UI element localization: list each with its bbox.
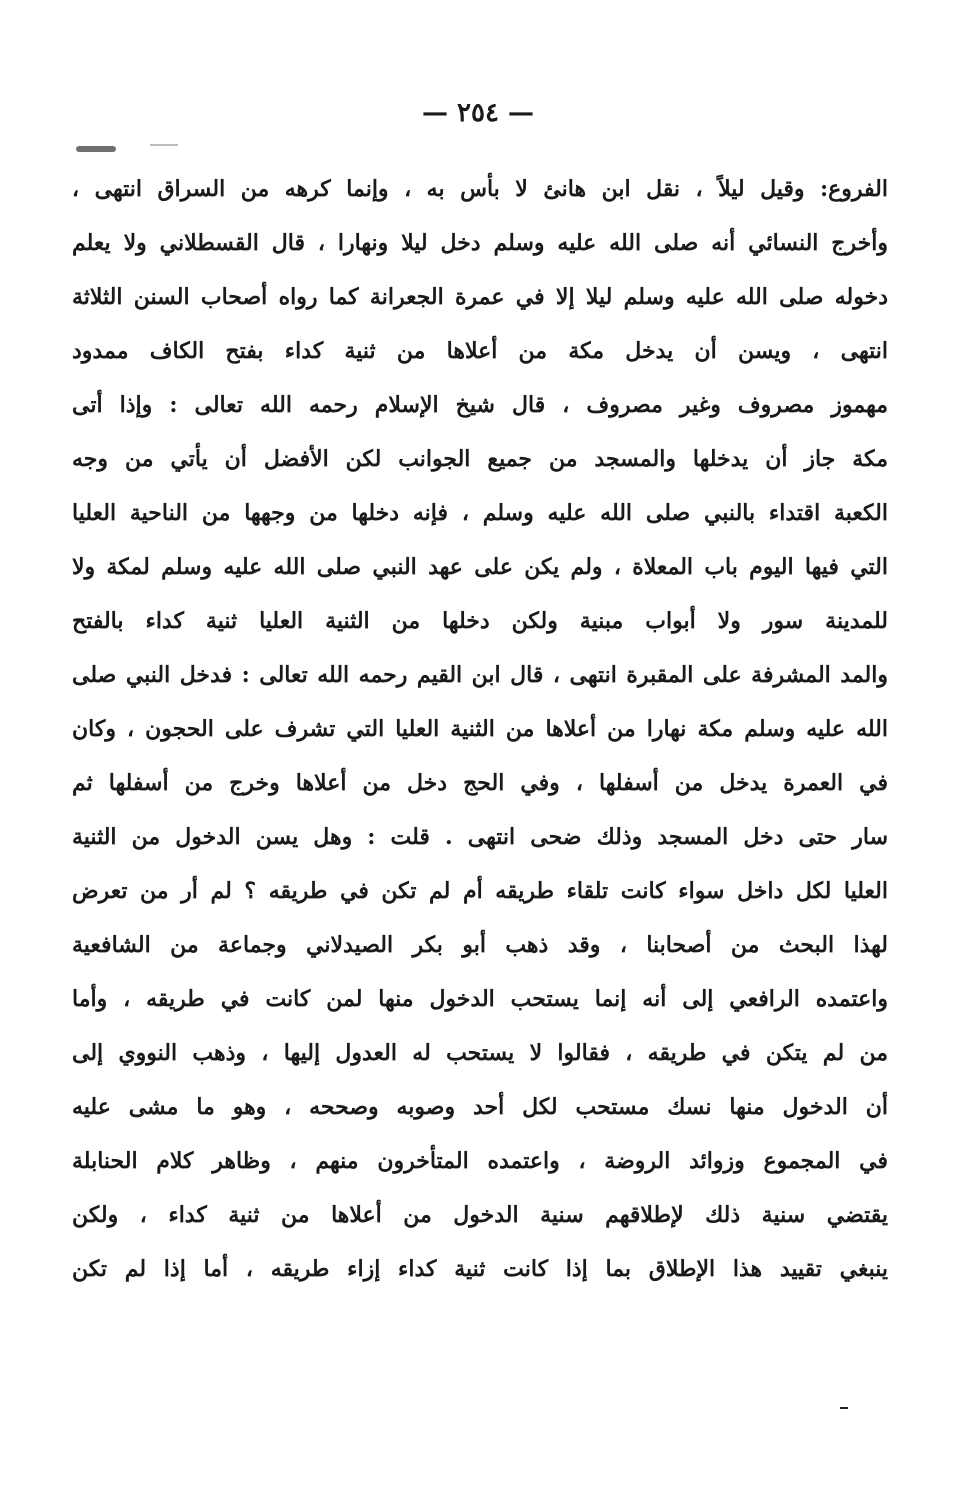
text-line: العليا لكل داخل سواء كانت تلقاء طريقه أم لم تكن في طريقه ؟ لم أر من تعرض [72, 878, 888, 904]
text-line: مهموز مصروف وغير مصروف ، قال شيخ الإسلام رحمه الله تعالى : وإذا أتى [72, 392, 888, 418]
ink-smudge [76, 146, 116, 152]
text-line: ينبغي تقييد هذا الإطلاق بما إذا كانت ثنية كداء إزاء طريقه ، أما إذا لم تكن [72, 1256, 888, 1282]
text-line: للمدينة سور ولا أبواب مبنية ولكن دخلها من الثنية العليا ثنية كداء بالفتح [72, 608, 888, 634]
text-line: واعتمده الرافعي إلى أنه إنما يستحب الدخول منها لمن كانت في طريقه ، وأما [72, 986, 888, 1012]
text-line: دخوله صلى الله عليه وسلم ليلا إلا في عمرة الجعرانة كما رواه أصحاب السنن الثلاثة [72, 284, 888, 310]
text-line: في العمرة يدخل من أسفلها ، وفي الحج دخل من أعلاها وخرج من أسفلها ثم [72, 770, 888, 796]
text-line: الله عليه وسلم مكة نهارا من أعلاها من الثنية العليا التي تشرف على الحجون ، وكان [72, 716, 888, 742]
text-line: الفروع: وقيل ليلاً ، نقل ابن هانئ لا بأس به ، وإنما كرهه من السراق انتهى ، [72, 176, 888, 202]
ink-smudge-faint [150, 144, 178, 146]
margin-mark [840, 1407, 848, 1409]
text-line: يقتضي سنية ذلك لإطلاقهم سنية الدخول من أعلاها من ثنية كداء ، ولكن [72, 1202, 888, 1228]
text-line: في المجموع وزوائد الروضة ، واعتمده المتأخرون منهم ، وظاهر كلام الحنابلة [72, 1148, 888, 1174]
text-line: لهذا البحث من أصحابنا ، وقد ذهب أبو بكر الصيدلاني وجماعة من الشافعية [72, 932, 888, 958]
body-text [72, 162, 888, 1296]
text-line: من لم يتكن في طريقه ، فقالوا لا يستحب له العدول إليها ، وذهب النووي إلى [72, 1040, 888, 1066]
text-line: الكعبة اقتداء بالنبي صلى الله عليه وسلم ، فإنه دخلها من وجهها من الناحية العليا [72, 500, 888, 526]
text-line: وأخرج النسائي أنه صلى الله عليه وسلم دخل ليلا ونهارا ، قال القسطلاني ولا يعلم [72, 230, 888, 256]
text-line: سار حتى دخل المسجد وذلك ضحى انتهى . قلت : وهل يسن الدخول من الثنية [72, 824, 888, 850]
text-line: انتهى ، ويسن أن يدخل مكة من أعلاها من ثنية كداء بفتح الكاف ممدود [72, 338, 888, 364]
text-line: التي فيها اليوم باب المعلاة ، ولم يكن على عهد النبي صلى الله عليه وسلم لمكة ولا [72, 554, 888, 580]
text-line: والمد المشرفة على المقبرة انتهى ، قال ابن القيم رحمه الله تعالى : فدخل النبي صلى [72, 662, 888, 688]
text-line: أن الدخول منها نسك مستحب لكل أحد وصوبه وصححه ، وهو ما مشى عليه [72, 1094, 888, 1120]
text-line: مكة جاز أن يدخلها والمسجد من جميع الجوانب لكن الأفضل أن يأتي من وجه [72, 446, 888, 472]
page-number: — ٢٥٤ — [421, 98, 535, 128]
